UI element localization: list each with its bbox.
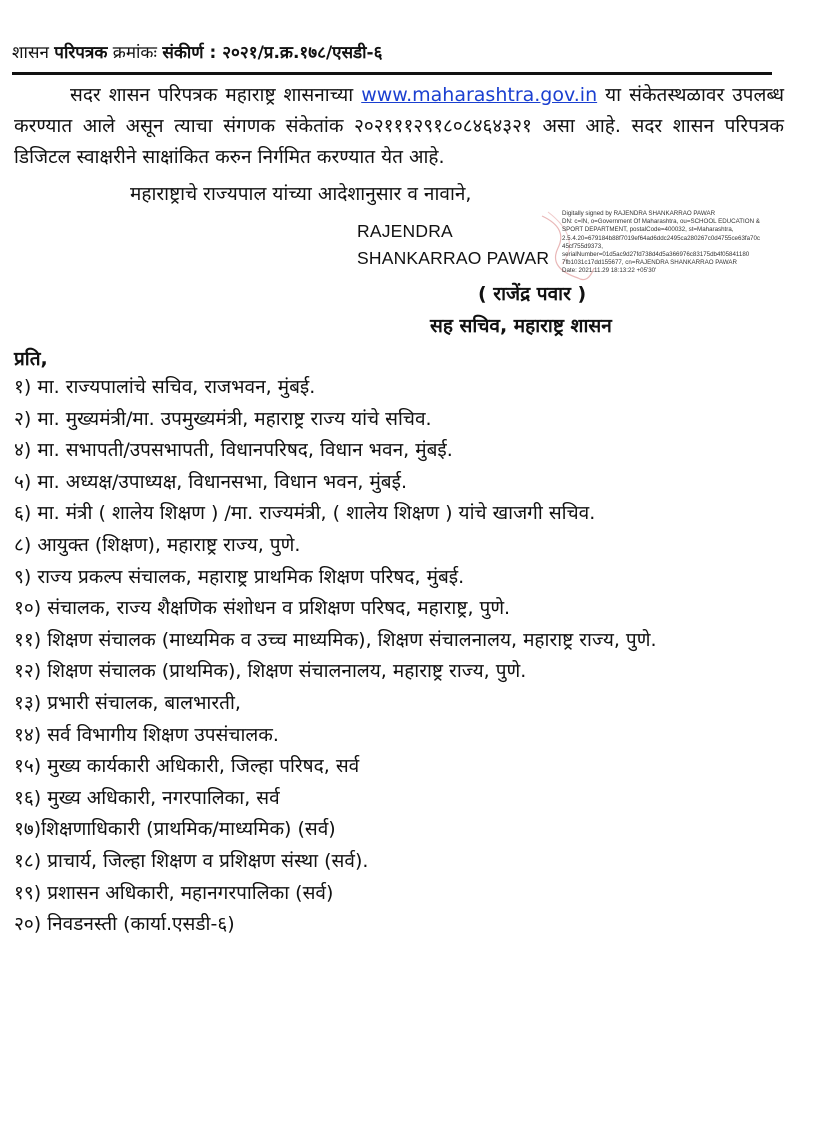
recipients-heading: प्रति,: [14, 348, 48, 370]
recipient-item: २) मा. मुख्यमंत्री/मा. उपमुख्यमंत्री, महाराष्ट्र राज्य यांचे सचिव.: [14, 407, 432, 430]
recipient-item: ९) राज्य प्रकल्प संचालक, महाराष्ट्र प्राथमिक शिक्षण परिषद, मुंबई.: [14, 565, 465, 588]
recipient-item: १२) शिक्षण संचालक (प्राथमिक), शिक्षण संचालनालय, महाराष्ट्र राज्य, पुणे.: [14, 660, 527, 683]
digital-signature-line: 7fb1031c17dd155677, cn=RAJENDRA SHANKARRAO PAWAR: [562, 259, 737, 267]
signer-name-line2: SHANKARRAO PAWAR: [357, 248, 550, 268]
circular-number: संकीर्ण : २०२१/प्र.क्र.१७८/एसडी-६: [162, 43, 383, 63]
recipient-item: १६) मुख्य अधिकारी, नगरपालिका, सर्व: [14, 786, 280, 809]
header-label-bold: परिपत्रक: [54, 43, 108, 63]
digital-signature-line: 2.5.4.20=679184b88f7019ef64ad6ddc2495ca280267c0d4755ce63fa70c: [562, 234, 761, 242]
signer-designation: सह सचिव, महाराष्ट्र शासन: [430, 315, 612, 337]
digital-signature-line: 45cf755d9373,: [562, 242, 603, 250]
website-link[interactable]: www.maharashtra.gov.in: [361, 84, 598, 106]
recipient-item: १०) संचालक, राज्य शैक्षणिक संशोधन व प्रशिक्षण परिषद, महाराष्ट्र, पुणे.: [14, 597, 511, 620]
body-text-end: या संकेतस्थळावर उपलब्ध करण्यात आले असून त्याचा संगणक संकेतांक २०२१११२९१८०८४६४३२१ असा आहे. सदर शासन परिपत्रक डिजिटल स्वाक्षरीने साक्षांकित करुन निर्गमित करण्यात येत आहे.: [14, 84, 785, 168]
signer-marathi-name: ( राजेंद्र पवार ): [478, 283, 587, 305]
header-label-suffix: क्रमांकः: [107, 43, 163, 63]
recipient-item: १३) प्रभारी संचालक, बालभारती,: [14, 691, 241, 714]
recipient-item: १४) सर्व विभागीय शिक्षण उपसंचालक.: [14, 723, 279, 746]
recipients-list: [14, 372, 657, 941]
circular-header: [12, 40, 382, 63]
digital-signature-line: Digitally signed by RAJENDRA SHANKARRAO PAWAR: [562, 210, 716, 217]
signer-name-line1: RAJENDRA: [357, 221, 453, 241]
signer-name: [357, 218, 549, 272]
recipient-item: ५) मा. अध्यक्ष/उपाध्यक्ष, विधानसभा, विधान भवन, मुंबई.: [14, 470, 408, 493]
recipient-item: ११) शिक्षण संचालक (माध्यमिक व उच्च माध्यमिक), शिक्षण संचालनालय, महाराष्ट्र राज्य, पुणे.: [14, 628, 657, 651]
recipient-item: ८) आयुक्त (शिक्षण), महाराष्ट्र राज्य, पुणे.: [14, 533, 301, 556]
governor-order-line: महाराष्ट्राचे राज्यपाल यांच्या आदेशानुसार व नावाने,: [130, 183, 472, 205]
recipient-item: १) मा. राज्यपालांचे सचिव, राजभवन, मुंबई.: [14, 376, 316, 398]
digital-signature-details: [562, 210, 772, 276]
header-divider: [12, 72, 772, 75]
recipient-item: १९) प्रशासन अधिकारी, महानगरपालिका (सर्व): [14, 881, 334, 904]
header-label: शासन: [12, 43, 55, 63]
recipient-item: १७)शिक्षणाधिकारी (प्राथमिक/माध्यमिक) (सर्व): [14, 818, 336, 841]
recipient-item: २०) निवडनस्ती (कार्या.एसडी-६): [14, 913, 235, 936]
digital-signature-line: DN: c=IN, o=Government Of Maharashtra, ou=SCHOOL EDUCATION &: [562, 218, 760, 226]
digital-signature-line: Date: 2021.11.29 18:13:22 +05'30': [562, 267, 657, 275]
recipient-item: ४) मा. सभापती/उपसभापती, विधानपरिषद, विधान भवन, मुंबई.: [14, 439, 453, 462]
body-paragraph: [14, 80, 784, 173]
digital-signature-line: SPORT DEPARTMENT, postalCode=400032, st=Maharashtra,: [562, 226, 734, 234]
recipient-item: १५) मुख्य कार्यकारी अधिकारी, जिल्हा परिषद, सर्व: [14, 755, 360, 778]
recipient-item: ६) मा. मंत्री ( शालेय शिक्षण ) /मा. राज्यमंत्री, ( शालेय शिक्षण ) यांचे खाजगी सचिव.: [14, 502, 596, 525]
recipient-item: १८) प्राचार्य, जिल्हा शिक्षण व प्रशिक्षण संस्था (सर्व).: [14, 849, 369, 872]
body-text-start: सदर शासन परिपत्रक महाराष्ट्र शासनाच्या: [70, 84, 362, 106]
digital-signature-line: serialNumber=01d5ac9d27fd738d4d5a366976c83175db4f05841180: [562, 251, 750, 259]
